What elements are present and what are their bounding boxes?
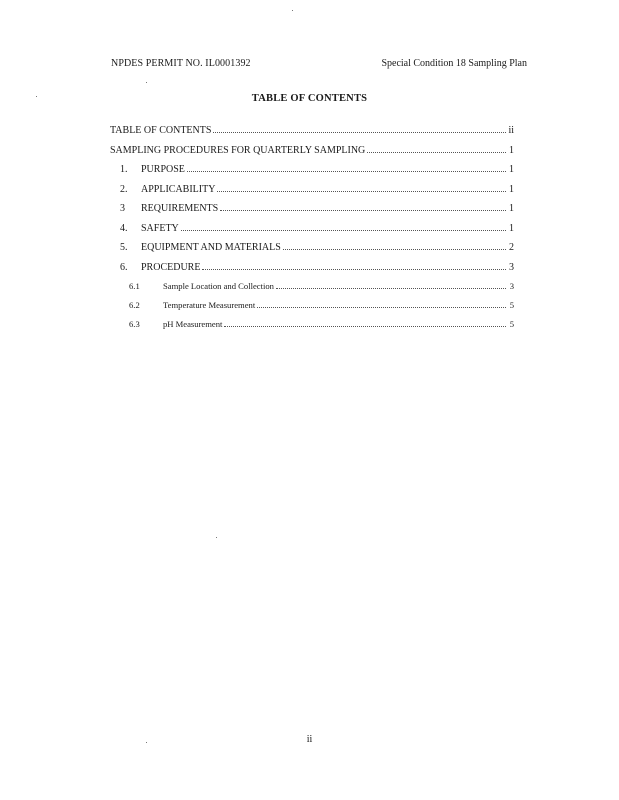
- table-of-contents: [110, 124, 514, 337]
- toc-subentry[interactable]: [110, 280, 514, 299]
- toc-subentry[interactable]: [110, 318, 514, 337]
- toc-leader: [220, 210, 506, 211]
- toc-entry-number: 3: [120, 203, 125, 214]
- toc-leader: [213, 132, 506, 133]
- toc-entry-page: 5: [509, 319, 514, 329]
- toc-leader: [276, 288, 506, 289]
- toc-entry-text: APPLICABILITY: [141, 183, 216, 195]
- toc-entry[interactable]: [110, 163, 514, 183]
- toc-entry[interactable]: [110, 202, 514, 222]
- toc-leader: [181, 230, 506, 231]
- toc-entry-text: EQUIPMENT AND MATERIALS: [141, 242, 281, 253]
- toc-entry-text: PROCEDURE: [141, 261, 201, 273]
- toc-leader: [283, 249, 506, 250]
- scan-speck: [146, 82, 147, 83]
- toc-entry-page: ii: [508, 125, 514, 136]
- toc-entry-text: SAMPLING PROCEDURES FOR QUARTERLY SAMPLING: [110, 144, 366, 156]
- toc-entry-page: 1: [509, 222, 514, 234]
- toc-entry[interactable]: [110, 222, 514, 242]
- toc-entry-page: 1: [509, 144, 514, 156]
- scan-speck: [36, 96, 37, 97]
- toc-entry-number: 6.1: [129, 281, 140, 291]
- toc-leader: [257, 307, 506, 308]
- toc-entry-number: 6.2: [129, 300, 140, 310]
- scan-speck: [292, 10, 293, 11]
- header-plan-title: Special Condition 18 Sampling Plan: [381, 58, 527, 69]
- toc-entry-page: 3: [509, 281, 514, 291]
- toc-entry-page: 2: [509, 242, 514, 253]
- toc-entry-page: 5: [509, 300, 514, 310]
- toc-leader: [367, 152, 506, 153]
- toc-leader: [187, 171, 506, 172]
- toc-entry[interactable]: [110, 144, 514, 164]
- scan-speck: [216, 537, 217, 538]
- toc-entry-number: 5.: [120, 242, 128, 253]
- toc-entry[interactable]: [110, 124, 514, 144]
- toc-leader: [224, 326, 506, 327]
- toc-entry-text: PURPOSE: [141, 164, 185, 175]
- toc-entry-number: 6.: [120, 261, 128, 273]
- toc-leader: [217, 191, 506, 192]
- footer-page-number: ii: [306, 734, 313, 745]
- toc-entry-number: 1.: [120, 164, 128, 175]
- toc-entry[interactable]: [110, 241, 514, 261]
- toc-entry-page: 1: [509, 164, 514, 175]
- header-permit-number: NPDES PERMIT NO. IL0001392: [111, 58, 251, 69]
- toc-entry-page: 1: [509, 203, 514, 214]
- toc-entry-text: SAFETY: [141, 222, 179, 234]
- toc-subentry[interactable]: [110, 299, 514, 318]
- toc-entry-text: Temperature Measurement: [163, 300, 256, 310]
- toc-entry-number: 2.: [120, 183, 128, 195]
- toc-entry-text: REQUIREMENTS: [141, 203, 219, 214]
- toc-leader: [202, 269, 506, 270]
- toc-entry-number: 4.: [120, 222, 128, 234]
- toc-entry-page: 3: [509, 261, 514, 273]
- toc-entry-text: TABLE OF CONTENTS: [110, 125, 212, 136]
- toc-entry[interactable]: [110, 261, 514, 281]
- toc-entry-text: Sample Location and Collection: [163, 281, 274, 291]
- toc-entry-page: 1: [509, 183, 514, 195]
- toc-entry[interactable]: [110, 183, 514, 203]
- scan-speck: [146, 742, 147, 743]
- toc-entry-number: 6.3: [129, 319, 140, 329]
- toc-entry-text: pH Measurement: [163, 319, 223, 329]
- page-title: TABLE OF CONTENTS: [251, 93, 368, 104]
